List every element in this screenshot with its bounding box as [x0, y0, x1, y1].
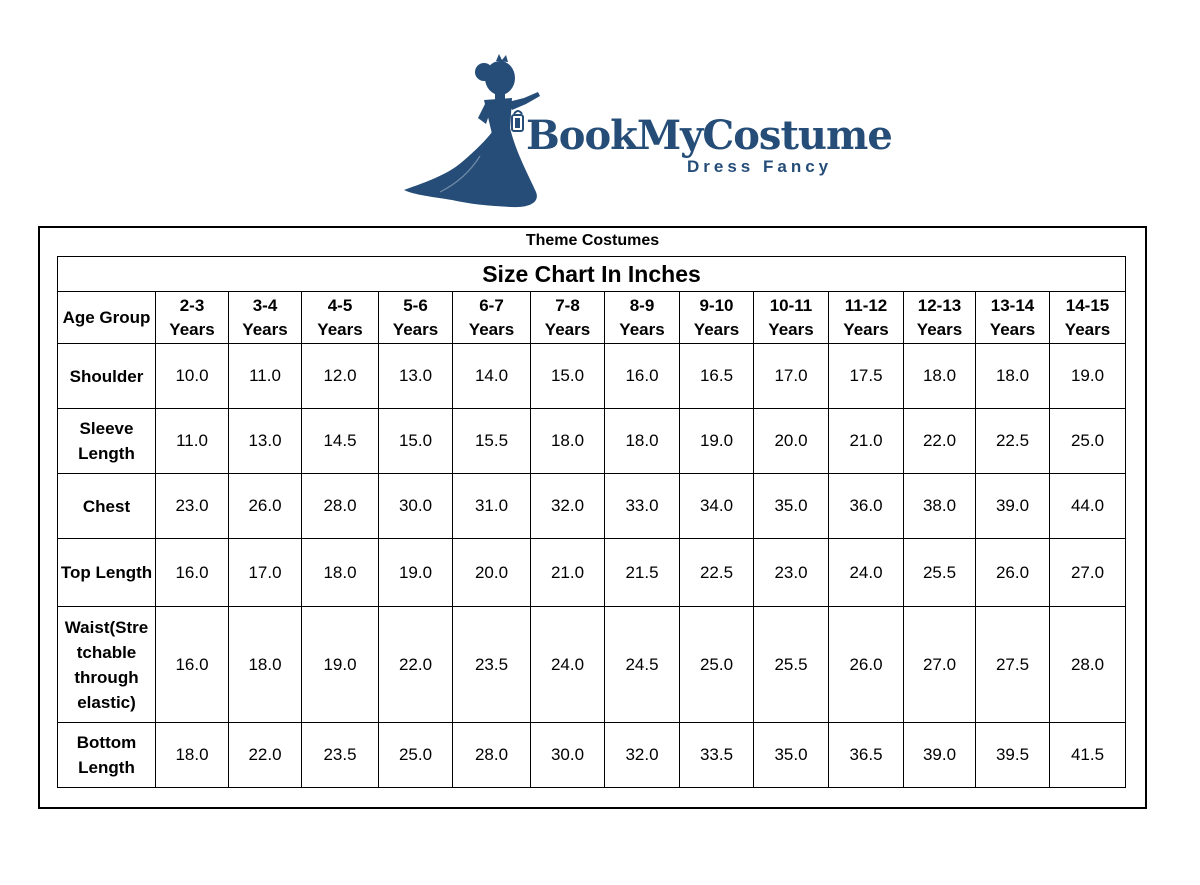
measurement-cell: 23.5 [453, 607, 531, 723]
table-row [58, 539, 1126, 607]
measurement-cell: 21.0 [531, 539, 605, 607]
row-label [58, 474, 156, 539]
corner-header: Age Group [58, 292, 156, 344]
measurement-cell: 32.0 [605, 723, 680, 788]
size-chart-table [57, 256, 1126, 788]
measurement-cell: 27.5 [976, 607, 1050, 723]
measurement-cell: 18.0 [229, 607, 302, 723]
measurement-cell: 18.0 [976, 344, 1050, 409]
column-age-unit: Years [768, 319, 814, 339]
column-age-unit: Years [169, 319, 215, 339]
column-age-unit: Years [693, 319, 740, 339]
measurement-cell: 21.0 [829, 409, 904, 474]
measurement-cell: 26.0 [976, 539, 1050, 607]
measurement-cell: 26.0 [229, 474, 302, 539]
row-label [58, 409, 156, 474]
measurement-cell: 10.0 [156, 344, 229, 409]
column-age-range: 5-6 [403, 295, 428, 315]
measurement-cell: 36.5 [829, 723, 904, 788]
column-header [605, 292, 680, 344]
measurement-cell: 19.0 [302, 607, 379, 723]
column-header [829, 292, 904, 344]
measurement-cell: 38.0 [904, 474, 976, 539]
column-age-unit: Years [317, 319, 363, 339]
column-age-range: 6-7 [479, 295, 504, 315]
row-label [58, 723, 156, 788]
column-age-range: 3-4 [252, 295, 278, 315]
column-age-unit: Years [916, 319, 963, 339]
measurement-cell: 23.5 [302, 723, 379, 788]
measurement-cell: 14.5 [302, 409, 379, 474]
measurement-cell: 22.0 [229, 723, 302, 788]
measurement-cell: 25.0 [379, 723, 453, 788]
measurement-cell: 25.5 [754, 607, 829, 723]
column-age-unit: Years [392, 319, 439, 339]
table-row [58, 409, 1126, 474]
row-label-line: Chest [82, 496, 131, 516]
column-age-range: 14-15 [1065, 295, 1110, 315]
measurement-cell: 12.0 [302, 344, 379, 409]
row-label-line: tchable [76, 642, 137, 662]
measurement-cell: 16.0 [156, 539, 229, 607]
measurement-cell: 35.0 [754, 723, 829, 788]
table-title: Size Chart In Inches [58, 257, 1126, 292]
measurement-cell: 16.0 [605, 344, 680, 409]
measurement-cell: 16.5 [680, 344, 754, 409]
table-header-row [58, 292, 1126, 344]
measurement-cell: 23.0 [754, 539, 829, 607]
row-label-line: Bottom [76, 733, 137, 752]
row-label-line: Length [78, 444, 135, 463]
measurement-cell: 17.5 [829, 344, 904, 409]
row-label-line: Top Length [60, 563, 153, 582]
measurement-cell: 34.0 [680, 474, 754, 539]
brand-logo [400, 52, 892, 212]
column-age-range: 11-12 [844, 295, 888, 315]
measurement-cell: 39.5 [976, 723, 1050, 788]
measurement-cell: 30.0 [531, 723, 605, 788]
column-age-range: 10-11 [769, 295, 813, 315]
column-age-range: 4-5 [327, 295, 353, 315]
measurement-cell: 23.0 [156, 474, 229, 539]
measurement-cell: 33.5 [680, 723, 754, 788]
measurement-cell: 22.5 [976, 409, 1050, 474]
column-header [1050, 292, 1126, 344]
column-header [302, 292, 379, 344]
measurement-cell: 15.5 [453, 409, 531, 474]
row-label [58, 539, 156, 607]
table-row [58, 607, 1126, 723]
measurement-cell: 19.0 [1050, 344, 1126, 409]
measurement-cell: 36.0 [829, 474, 904, 539]
column-age-range: 12-13 [917, 295, 962, 315]
measurement-cell: 26.0 [829, 607, 904, 723]
column-header [156, 292, 229, 344]
column-header [229, 292, 302, 344]
measurement-cell: 25.0 [1050, 409, 1126, 474]
row-label [58, 344, 156, 409]
measurement-cell: 35.0 [754, 474, 829, 539]
column-age-unit: Years [989, 319, 1036, 339]
column-header [754, 292, 829, 344]
column-header [904, 292, 976, 344]
row-label [58, 607, 156, 723]
column-header [379, 292, 453, 344]
section-title: Theme Costumes [525, 232, 660, 249]
measurement-cell: 17.0 [754, 344, 829, 409]
measurement-cell: 31.0 [453, 474, 531, 539]
measurement-cell: 27.0 [904, 607, 976, 723]
column-age-range: 13-14 [990, 295, 1035, 315]
column-header [680, 292, 754, 344]
column-header [531, 292, 605, 344]
measurement-cell: 16.0 [156, 607, 229, 723]
measurement-cell: 30.0 [379, 474, 453, 539]
measurement-cell: 18.0 [531, 409, 605, 474]
measurement-cell: 27.0 [1050, 539, 1126, 607]
measurement-cell: 18.0 [904, 344, 976, 409]
measurement-cell: 33.0 [605, 474, 680, 539]
measurement-cell: 28.0 [1050, 607, 1126, 723]
measurement-cell: 15.0 [379, 409, 453, 474]
measurement-cell: 25.0 [680, 607, 754, 723]
measurement-cell: 13.0 [229, 409, 302, 474]
column-age-unit: Years [468, 319, 515, 339]
measurement-cell: 22.5 [680, 539, 754, 607]
measurement-cell: 18.0 [156, 723, 229, 788]
row-label-line: Waist(Stre [64, 617, 149, 637]
measurement-cell: 19.0 [379, 539, 453, 607]
brand-tagline: Dress Fancy [687, 157, 833, 176]
row-label-line: elastic) [77, 692, 136, 712]
row-label-line: Shoulder [69, 366, 144, 386]
measurement-cell: 28.0 [302, 474, 379, 539]
brand-name: BookMyCostume [526, 112, 892, 159]
table-row [58, 474, 1126, 539]
measurement-cell: 24.0 [829, 539, 904, 607]
measurement-cell: 24.5 [605, 607, 680, 723]
measurement-cell: 32.0 [531, 474, 605, 539]
column-age-range: 9-10 [699, 295, 734, 315]
measurement-cell: 41.5 [1050, 723, 1126, 788]
column-age-range: 8-9 [629, 295, 655, 315]
measurement-cell: 39.0 [976, 474, 1050, 539]
row-label-line: through [74, 667, 139, 687]
measurement-cell: 19.0 [680, 409, 754, 474]
measurement-cell: 13.0 [379, 344, 453, 409]
measurement-cell: 18.0 [302, 539, 379, 607]
measurement-cell: 21.5 [605, 539, 680, 607]
measurement-cell: 17.0 [229, 539, 302, 607]
measurement-cell: 11.0 [229, 344, 302, 409]
column-age-range: 7-8 [555, 295, 580, 315]
measurement-cell: 20.0 [453, 539, 531, 607]
measurement-cell: 18.0 [605, 409, 680, 474]
column-header [976, 292, 1050, 344]
column-age-range: 2-3 [179, 295, 205, 315]
column-age-unit: Years [843, 319, 889, 339]
measurement-cell: 44.0 [1050, 474, 1126, 539]
table-row [58, 723, 1126, 788]
column-age-unit: Years [619, 319, 665, 339]
row-label-line: Sleeve [79, 419, 134, 438]
measurement-cell: 25.5 [904, 539, 976, 607]
measurement-cell: 20.0 [754, 409, 829, 474]
column-age-unit: Years [544, 319, 591, 339]
measurement-cell: 39.0 [904, 723, 976, 788]
table-row [58, 344, 1126, 409]
row-label-line: Length [78, 758, 135, 777]
measurement-cell: 28.0 [453, 723, 531, 788]
table-title-row [58, 257, 1126, 292]
column-age-unit: Years [1064, 319, 1111, 339]
measurement-cell: 11.0 [156, 409, 229, 474]
measurement-cell: 24.0 [531, 607, 605, 723]
measurement-cell: 22.0 [379, 607, 453, 723]
measurement-cell: 22.0 [904, 409, 976, 474]
measurement-cell: 15.0 [531, 344, 605, 409]
column-header [453, 292, 531, 344]
column-age-unit: Years [242, 319, 288, 339]
measurement-cell: 14.0 [453, 344, 531, 409]
